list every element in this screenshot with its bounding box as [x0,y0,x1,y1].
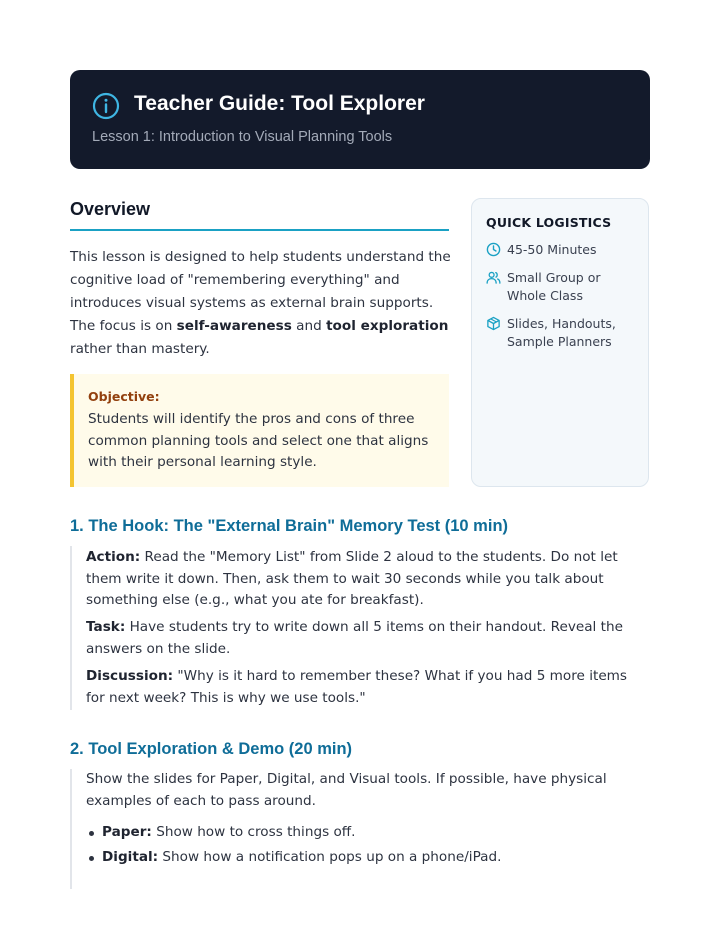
action-paragraph [86,547,646,612]
objective-label: Objective: [88,389,160,404]
overview-divider [70,229,449,231]
overview-bold-self-awareness: self-awareness [176,318,292,334]
box-icon [486,316,501,331]
logistics-item-text: Slides, Handouts, Sample Planners [507,316,616,349]
task-paragraph [86,617,646,660]
discussion-label: Discussion: [86,668,174,684]
objective-callout [70,374,449,487]
page-title: Teacher Guide: Tool Explorer [134,92,425,115]
overview-text-part: This lesson is designed to help students understand the cognitive load of "remembering everything" and introduces visual systems as external brain supports. The focus is on [70,249,451,334]
section-body-hook [70,546,650,710]
overview-bold-tool-exploration: tool exploration [326,318,449,334]
section-heading-tool-exploration: 2. Tool Exploration & Demo (20 min) [70,740,353,758]
action-text: Read the "Memory List" from Slide 2 aloud to the students. Do not let them write it down. Then, ask them to wait 30 seconds while you talk about something else (e.g., what you ate for breakfast). [86,549,618,608]
discussion-paragraph [86,666,646,709]
discussion-text: "Why is it hard to remember these? What if you had 5 more items for next week? This is why we use tools." [86,668,628,706]
section-body-tool-exploration [70,769,650,889]
bullet-label: Paper: [102,824,152,840]
info-icon [92,92,120,120]
clock-icon [486,242,501,257]
logistics-title: QUICK LOGISTICS [486,215,612,230]
task-text: Have students try to write down all 5 items on their handout. Reveal the answers on the slide. [86,619,623,657]
section-heading-hook: 1. The Hook: The "External Brain" Memory Test (10 min) [70,517,509,535]
tool-exploration-intro: Show the slides for Paper, Digital, and Visual tools. If possible, have physical examples of each to pass around. [86,771,607,809]
action-label: Action: [86,549,141,565]
overview-text-part: and [291,318,327,334]
bullet-label: Digital: [102,849,159,865]
overview-text-part: rather than mastery. [70,341,210,357]
quick-logistics-panel [471,198,649,487]
objective-text: Students will identify the pros and cons of three common planning tools and select one that aligns with their personal learning style. [88,411,429,470]
list-item [102,847,642,869]
task-label: Task: [86,619,126,635]
bullet-text: Show how to cross things off. [151,824,356,840]
overview-paragraph [70,246,455,361]
bullet-text: Show how a notification pops up on a phone/iPad. [158,849,502,865]
guide-header [70,70,650,169]
page-subtitle: Lesson 1: Introduction to Visual Planning Tools [92,129,393,145]
users-icon [486,270,501,285]
list-item [102,822,642,844]
logistics-item-text: 45-50 Minutes [507,242,597,257]
overview-heading: Overview [70,199,151,219]
logistics-item-text: Small Group or Whole Class [507,270,601,303]
